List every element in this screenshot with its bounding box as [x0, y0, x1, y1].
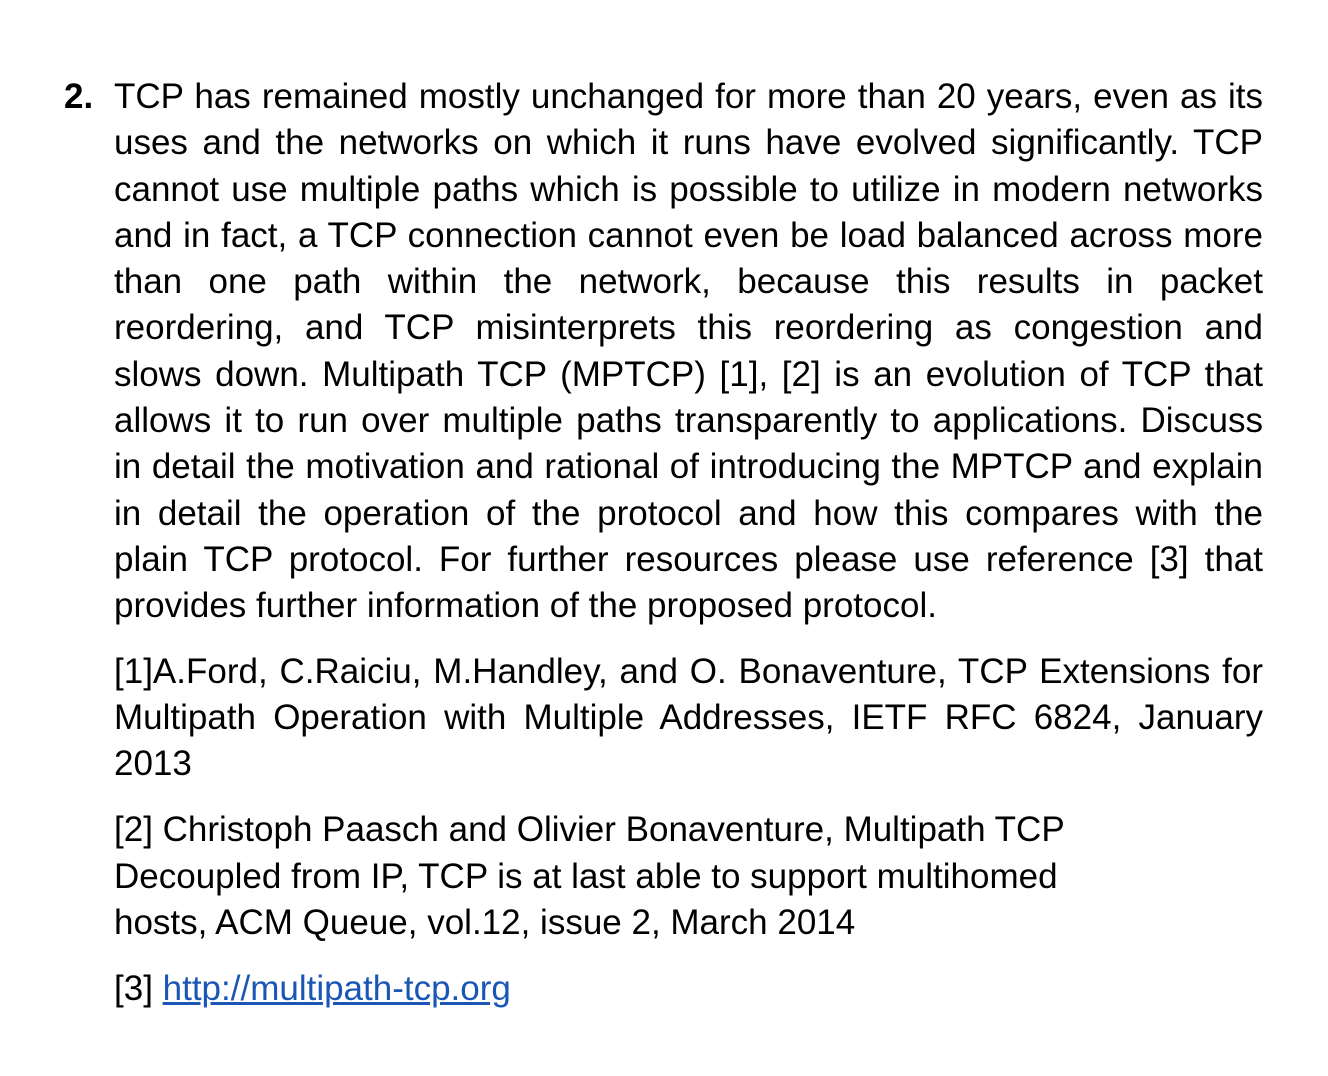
reference-3-link[interactable]: http://multipath-tcp.org — [162, 969, 511, 1009]
question-block — [64, 74, 1264, 1013]
reference-3 — [114, 966, 1263, 1012]
question-content — [114, 74, 1263, 1013]
reference-2: [2] Christoph Paasch and Olivier Bonaventure, Multipath TCP Decoupled from IP, TCP is at last able to support multihomed hosts, ACM Queue, vol.12, issue 2, March 2014 — [114, 810, 1065, 943]
question-body: TCP has remained mostly unchanged for more than 20 years, even as its uses and the networks on which it runs have evolved significantly. TCP cannot use multiple paths which is possible to utilize in modern networks and in fact, a TCP connection cannot even be load balanced across more than one path within the network, because this results in packet reordering, and TCP misinterprets this reordering as congestion and slows down. Multipath TCP (MPTCP) [1], [2] is an evolution of TCP that allows it to run over multiple paths transparently to applications. Discuss in detail the motivation and rational of introducing the MPTCP and explain in detail the operation of the protocol and how this compares with the plain TCP protocol. For further resources please use reference [3] that provides further information of the proposed protocol. — [114, 77, 1263, 626]
question-number: 2. — [64, 77, 94, 116]
reference-3-label: [3] — [114, 969, 163, 1009]
reference-1: [1]A.Ford, C.Raiciu, M.Handley, and O. Bonaventure, TCP Extensions for Multipath Operation with Multiple Addresses, IETF RFC 6824, January 2013 — [114, 651, 1263, 784]
